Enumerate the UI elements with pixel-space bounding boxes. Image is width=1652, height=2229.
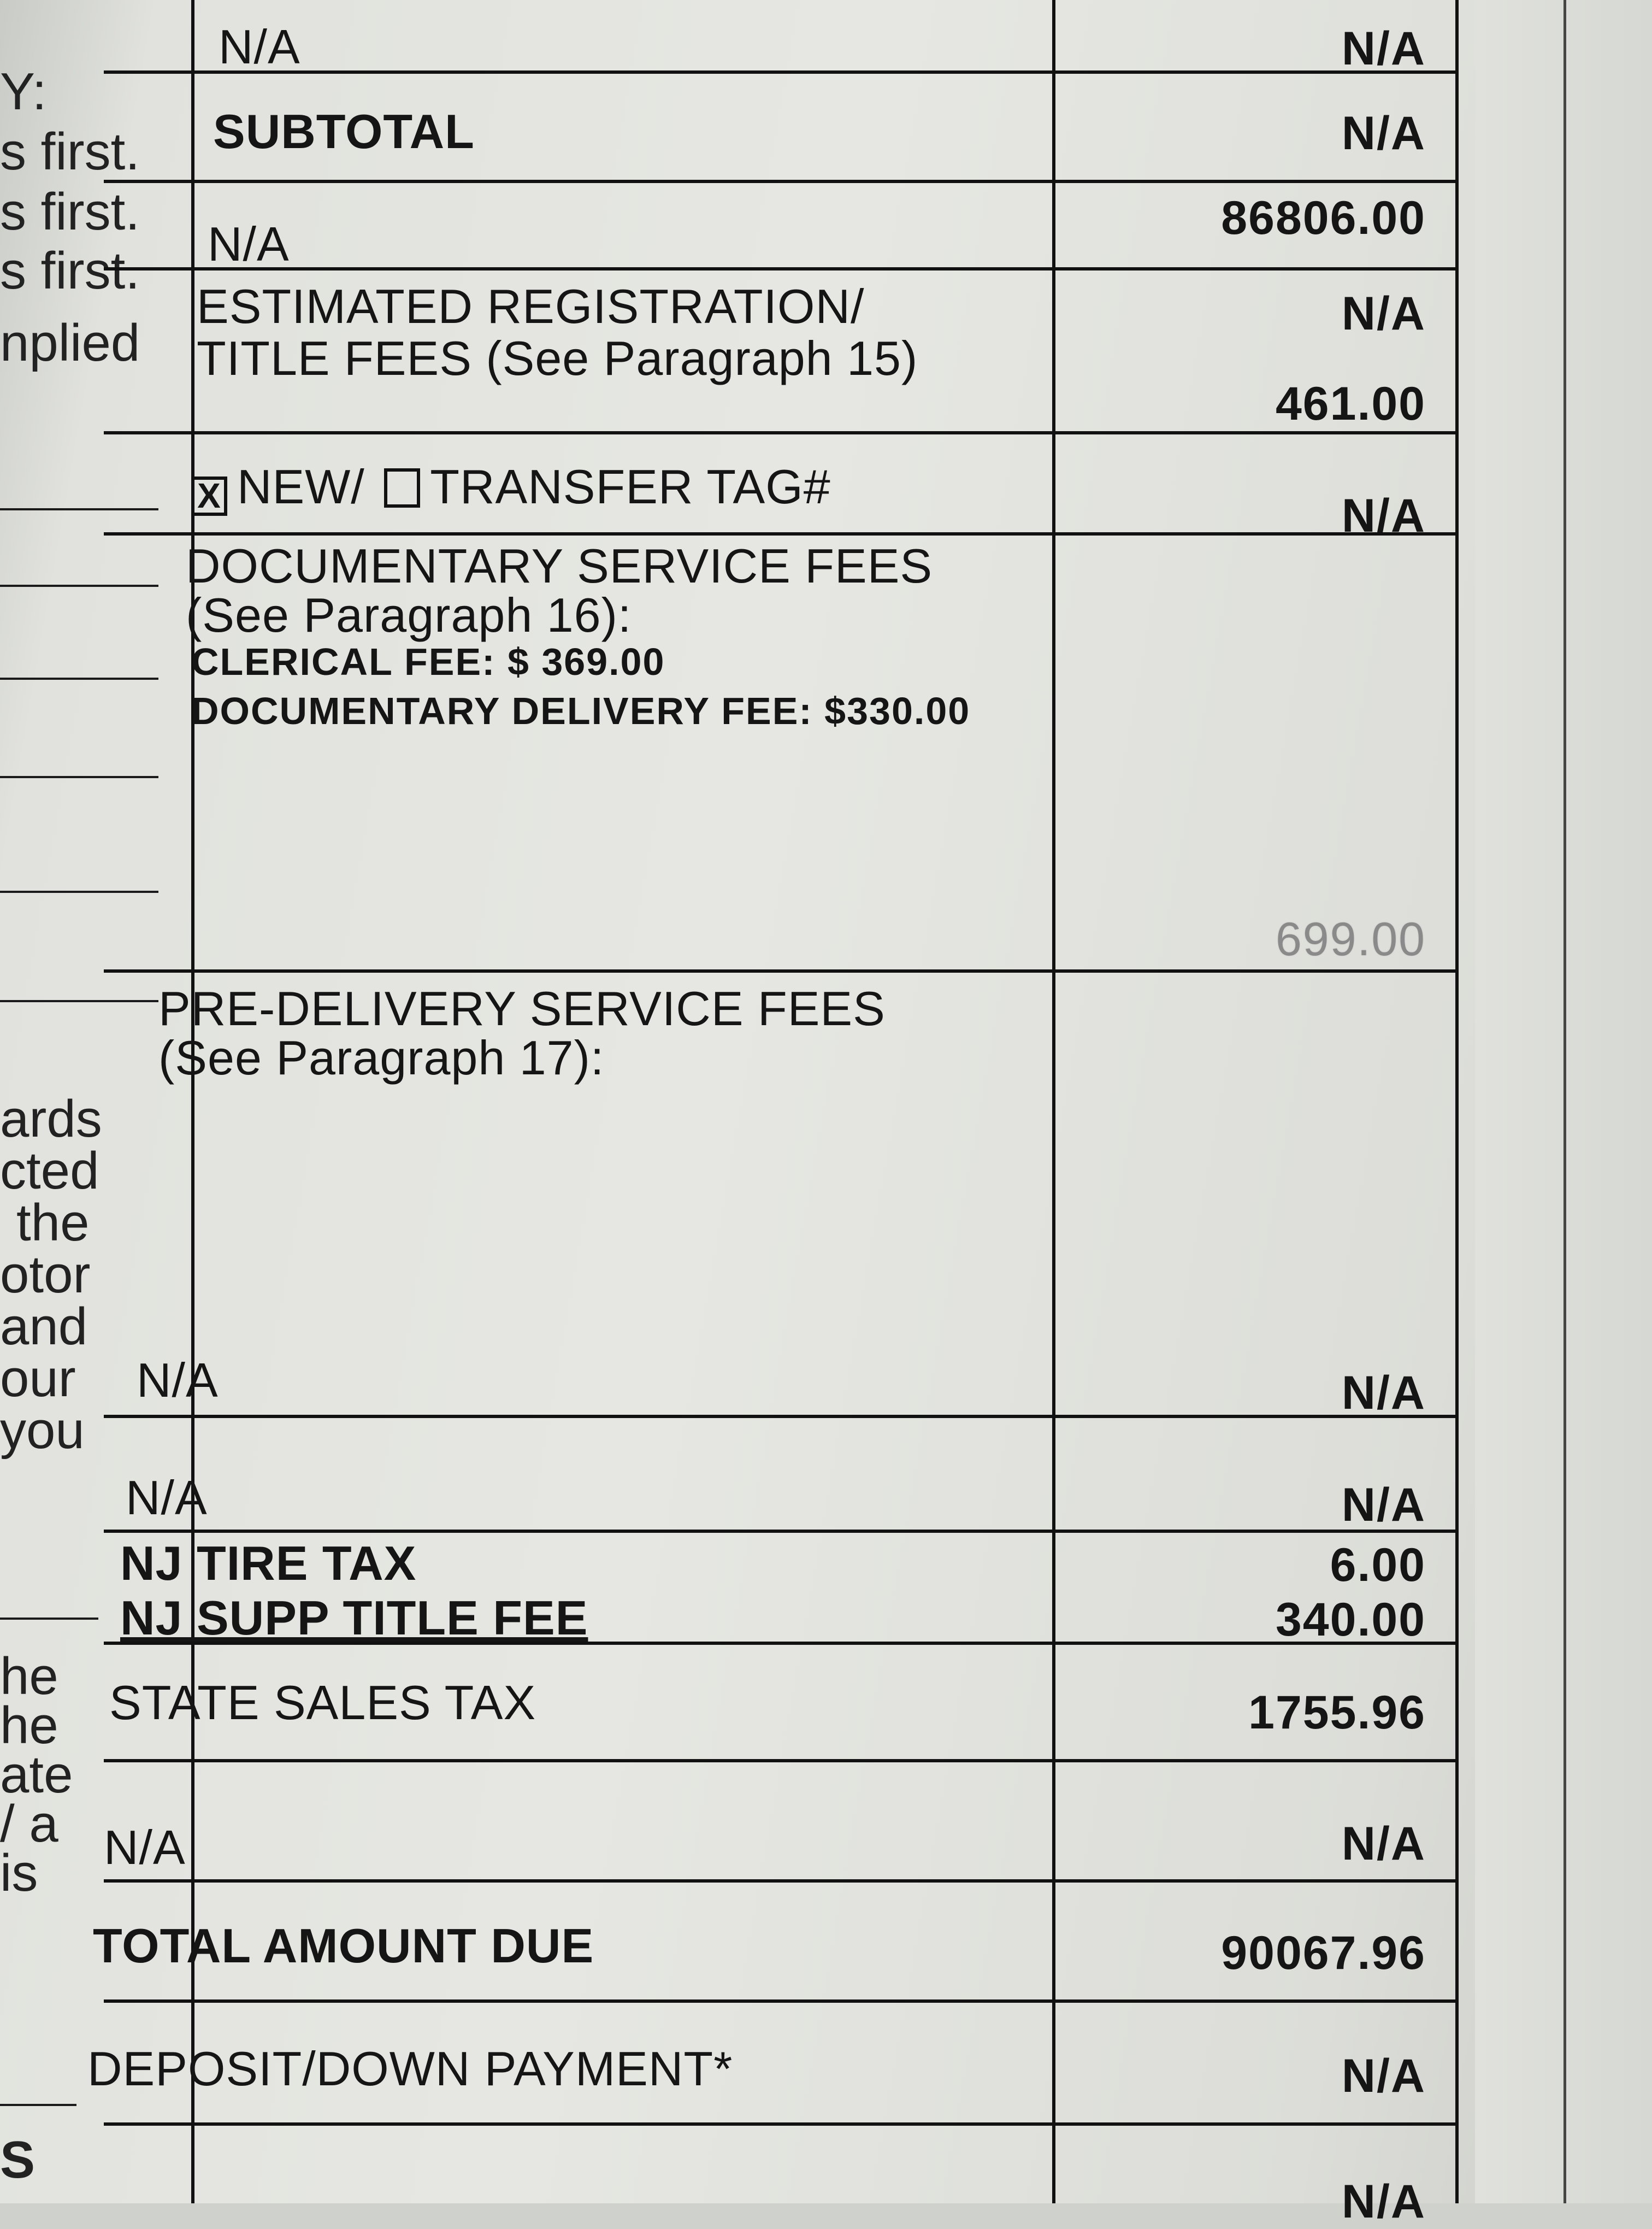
row-amount: N/A bbox=[1341, 2175, 1426, 2228]
row-label: N/A bbox=[208, 217, 290, 271]
clerical-fee-text: CLERICAL FEE: $ 369.00 bbox=[191, 640, 665, 683]
subtotal-amount: N/A bbox=[1341, 107, 1426, 160]
predelivery-fees-row bbox=[104, 973, 1459, 1418]
page-edge-line bbox=[1564, 0, 1566, 2203]
transfer-tag-label: TRANSFER TAG# bbox=[430, 460, 831, 514]
row-amount: N/A bbox=[1341, 22, 1426, 75]
registration-amount: 461.00 bbox=[1275, 378, 1426, 430]
tag-amount: N/A bbox=[1341, 490, 1426, 542]
row-label: N/A bbox=[219, 20, 300, 74]
left-fragment: nplied bbox=[0, 314, 140, 372]
left-rule bbox=[0, 1618, 98, 1620]
left-fragment: / a bbox=[0, 1795, 58, 1853]
documentary-label-line2: (See Paragraph 16): bbox=[186, 588, 632, 642]
left-fragment: is bbox=[0, 1844, 38, 1902]
left-fragment: you bbox=[0, 1401, 85, 1460]
documentary-label-line1: DOCUMENTARY SERVICE FEES bbox=[186, 539, 933, 593]
row-label: N/A bbox=[104, 1820, 186, 1874]
row-label: N/A bbox=[126, 1471, 208, 1525]
predelivery-label-line2: (See Paragraph 17): bbox=[158, 1031, 605, 1085]
row-amount: N/A bbox=[1341, 1479, 1426, 1531]
left-fragment: S bbox=[0, 2131, 36, 2189]
row-amount: N/A bbox=[1341, 1818, 1426, 1870]
left-fragment: ards bbox=[0, 1090, 102, 1148]
predelivery-label-line1: PRE-DELIVERY SERVICE FEES bbox=[158, 981, 886, 1036]
tag-label bbox=[191, 462, 831, 516]
documentary-fees-row bbox=[104, 536, 1459, 973]
fee-table bbox=[87, 0, 1459, 2228]
tire-tax-amount: 6.00 bbox=[1330, 1539, 1426, 1591]
documentary-amount: 699.00 bbox=[1275, 913, 1426, 966]
left-fragment: he bbox=[0, 1647, 58, 1705]
left-fragment: otor bbox=[0, 1245, 91, 1304]
registration-label-line2: TITLE FEES (See Paragraph 15) bbox=[197, 331, 918, 385]
left-fragment: s first. bbox=[0, 122, 140, 181]
registration-amount-top: N/A bbox=[1341, 287, 1426, 340]
left-fragment: ate bbox=[0, 1745, 73, 1804]
sales-tax-amount: 1755.96 bbox=[1248, 1686, 1426, 1739]
deposit-label: DEPOSIT/DOWN PAYMENT* bbox=[87, 2042, 733, 2096]
total-amount: 90067.96 bbox=[1221, 1927, 1426, 1979]
predelivery-bottom-label: N/A bbox=[137, 1353, 219, 1407]
table-row bbox=[104, 0, 1459, 74]
registration-label-line1: ESTIMATED REGISTRATION/ bbox=[197, 279, 865, 333]
left-fragment: s first. bbox=[0, 183, 140, 241]
deposit-amount: N/A bbox=[1341, 2050, 1426, 2102]
left-fragment: he bbox=[0, 1696, 58, 1755]
left-fragment: and bbox=[0, 1297, 88, 1356]
table-row bbox=[104, 1418, 1459, 1533]
left-rule bbox=[0, 2104, 76, 2106]
subtotal-row bbox=[104, 74, 1459, 183]
tire-tax-row bbox=[104, 1533, 1459, 1645]
table-row bbox=[104, 183, 1459, 270]
deposit-row bbox=[87, 2003, 1459, 2126]
supp-title-fee-amount: 340.00 bbox=[1275, 1593, 1426, 1646]
left-fragment: our bbox=[0, 1349, 76, 1408]
tire-tax-label: NJ TIRE TAX bbox=[120, 1536, 417, 1590]
supp-title-fee-label: NJ SUPP TITLE FEE bbox=[120, 1591, 588, 1645]
total-row bbox=[93, 1883, 1459, 2003]
sales-tax-row bbox=[104, 1645, 1459, 1762]
new-tag-checkbox[interactable]: X bbox=[191, 477, 227, 516]
total-label: TOTAL AMOUNT DUE bbox=[93, 1919, 594, 1973]
new-tag-label: NEW/ bbox=[237, 460, 365, 514]
tag-row bbox=[104, 434, 1459, 542]
documentary-delivery-fee-text: DOCUMENTARY DELIVERY FEE: $330.00 bbox=[191, 690, 971, 732]
left-fragment: the bbox=[16, 1193, 90, 1252]
left-fragment: cted bbox=[0, 1142, 99, 1200]
table-row bbox=[104, 2126, 1459, 2228]
table-row bbox=[104, 1762, 1459, 1883]
row-amount: 86806.00 bbox=[1221, 192, 1426, 244]
transfer-tag-checkbox[interactable] bbox=[384, 468, 420, 508]
predelivery-amount: N/A bbox=[1341, 1367, 1426, 1419]
registration-row bbox=[104, 270, 1459, 434]
subtotal-label: SUBTOTAL bbox=[213, 104, 475, 158]
left-fragment: s first. bbox=[0, 242, 140, 300]
left-fragment: Y: bbox=[0, 62, 47, 121]
sales-tax-label: STATE SALES TAX bbox=[109, 1675, 536, 1730]
